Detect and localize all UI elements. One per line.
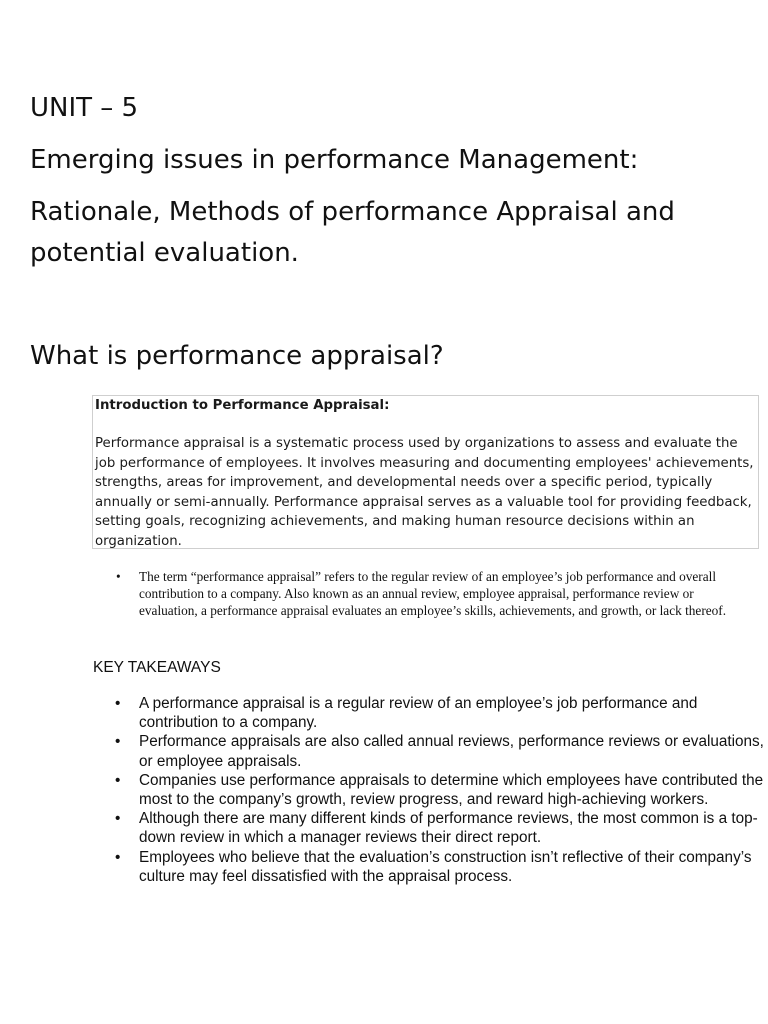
key-takeaway-item: • Although there are many different kinds of performance reviews, the most common is a top-down review in which a manager reviews their direct report. (92, 809, 764, 847)
key-takeaway-item: • Companies use performance appraisals to determine which employees have contributed the most to the company’s growth, review progress, and reward high-achieving workers. (92, 771, 764, 809)
unit-title: UNIT – 5 (30, 93, 139, 123)
definition-list (92, 568, 732, 619)
key-takeaways-heading: KEY TAKEAWAYS (93, 659, 221, 676)
subtopic-title: Rationale, Methods of performance Appraisal and potential evaluation. (30, 197, 675, 268)
key-takeaway-item: • Employees who believe that the evaluation’s construction isn’t reflective of their company’s culture may feel dissatisfied with the appraisal process. (92, 848, 764, 886)
topic-title: Emerging issues in performance Management: (30, 145, 639, 175)
introduction-text: Performance appraisal is a systematic process used by organizations to assess and evaluate the job performance of employees. It involves measuring and documenting employees' achievements, strengths, areas for improvement, and developmental needs over a specific period, typically annually or semi-annually. Performance appraisal serves as a valuable tool for providing feedback, setting goals, recognizing achievements, and making human resource decisions within an organization. (95, 436, 754, 549)
key-takeaways-list (92, 694, 764, 886)
introduction-box (92, 395, 759, 549)
key-takeaway-item: • A performance appraisal is a regular review of an employee’s job performance and contribution to a company. (92, 694, 764, 732)
introduction-heading: Introduction to Performance Appraisal: (95, 398, 390, 413)
key-takeaway-item: • Performance appraisals are also called annual reviews, performance reviews or evaluations, or employee appraisals. (92, 732, 764, 770)
question-heading: What is performance appraisal? (30, 341, 444, 371)
definition-list-item: • The term “performance appraisal” refers to the regular review of an employee’s job performance and overall contribution to a company. Also known as an annual review, employee appraisal, performance review or evaluation, a performance appraisal evaluates an employee’s skills, achievements, and growth, or lack thereof. (92, 568, 732, 619)
